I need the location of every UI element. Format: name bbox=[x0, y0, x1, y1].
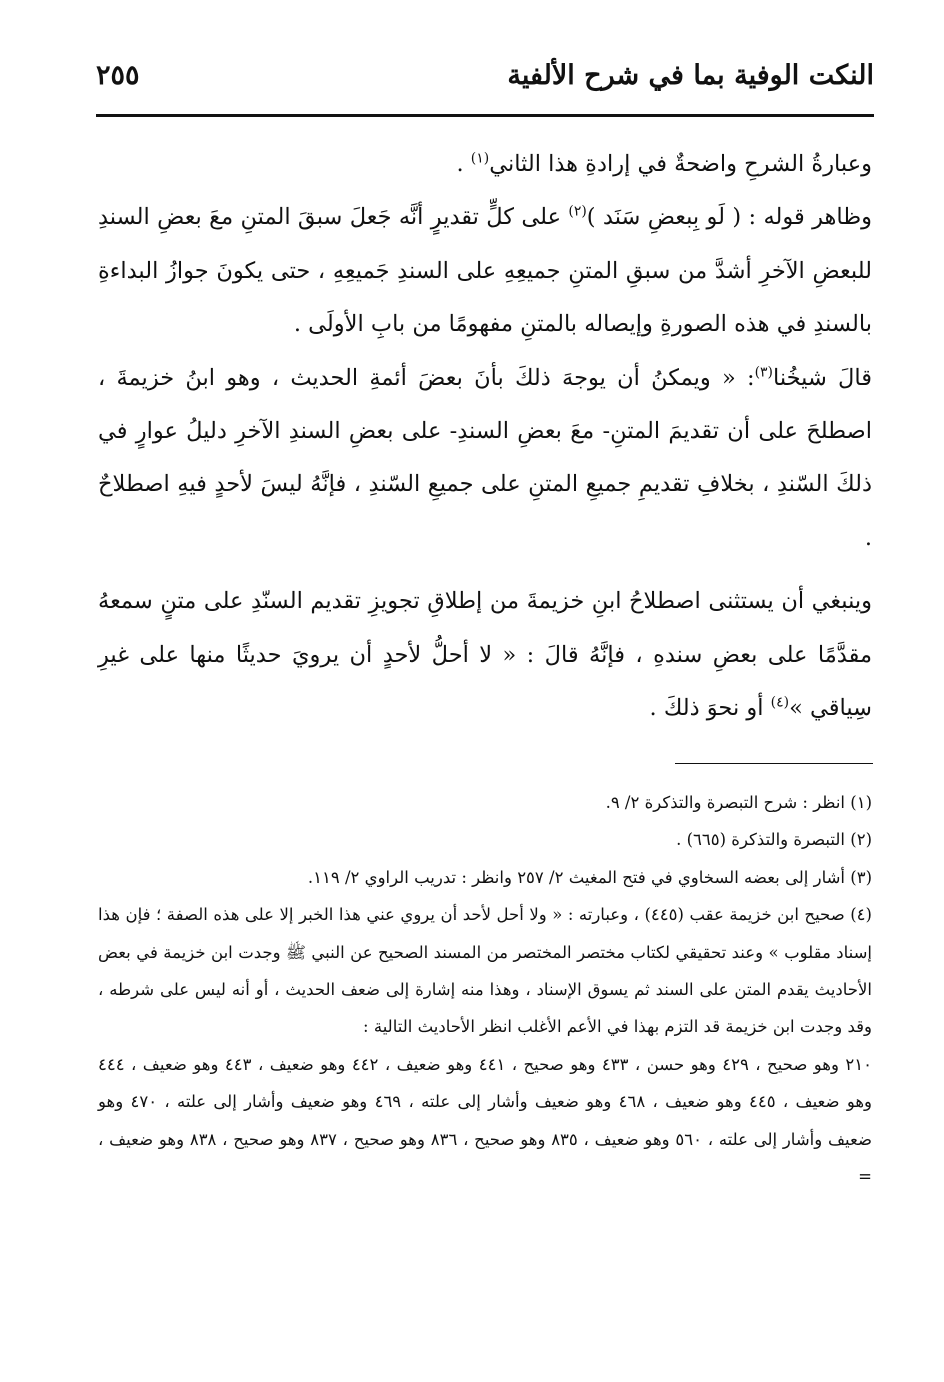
footnote-4-hadith-list: ٢١٠ وهو صحيح ، ٤٢٩ وهو حسن ، ٤٣٣ وهو صحيح ، ٤٤١ وهو ضعيف ، ٤٤٢ وهو ضعيف ، ٤٤٣ وهو ضعيف ، ٤٤٤ وهو ضعيف ، ٤٤٥ وهو ضعيف ، ٤٦٨ وهو ضعيف وأشار إلى علته ، ٤٦٩ وهو ضعيف وأشار إلى علته ، ٤٧٠ وهو ضعيف وأشار إلى علته ، ٥٦٠ وهو ضعيف ، ٨٣٥ وهو صحيح ، ٨٣٦ وهو صحيح ، ٨٣٧ وهو صحيح ، ٨٣٨ وهو ضعيف ، = bbox=[98, 1054, 873, 1187]
paragraph-3-text-b: : « ويمكنُ أن يوجهَ ذلكَ بأنَ بعضَ أئمةِ الحديث ، وهو ابنُ خزيمةَ ، اصطلحَ على أن تقديمَ المتنِ- معَ بعضِ السندِ- على بعضِ السندِ الآخرِ دليلُ عوارٍ في ذلكَ السّندِ ، بخلافِ تقديمِ جميعِ المتنِ على جميعِ السّندِ ، فإنَّهُ ليسَ لأحدٍ فيهِ اصطلاحٌ . bbox=[98, 364, 872, 551]
header-rule bbox=[96, 114, 874, 117]
running-title: النكت الوفية بما في شرح الألفية bbox=[507, 60, 874, 91]
paragraph-1-text: وعبارةُ الشرحِ واضحةٌ في إرادةِ هذا الثاني bbox=[489, 151, 872, 177]
footnote-ref-4: (٤) bbox=[770, 694, 790, 711]
footnote-ref-2: (٢) bbox=[568, 203, 587, 220]
paragraph-2 bbox=[98, 191, 872, 351]
page-number: ٢٥٥ bbox=[96, 60, 140, 91]
paragraph-4 bbox=[98, 575, 872, 735]
paragraph-2-text-b: على كلٍّ تقديرٍ أنَّه جَعلَ سبقَ المتنِ معَ بعضِ السندِ للبعضِ الآخرِ أشدَّ من سبقِ المتنِ جميعِهِ على السندِ جَميعِهِ ، حتى يكونَ جوازُ البداءةِ بالسندِ في هذه الصورةِ وإيصاله بالمتنِ مفهومًا من بابِ الأولَى . bbox=[98, 204, 872, 338]
paragraph-1-end: . bbox=[456, 151, 464, 177]
page-header bbox=[96, 56, 874, 106]
paragraph-3 bbox=[98, 352, 872, 566]
main-text bbox=[98, 138, 872, 735]
footnote-2: (٢) التبصرة والتذكرة (٦٦٥) . bbox=[676, 830, 872, 850]
paragraph-3-text-a: قالَ شيخُنا bbox=[773, 364, 872, 391]
footnote-ref-3: (٣) bbox=[754, 364, 773, 381]
footnotes bbox=[98, 784, 872, 1195]
footnote-ref-1: (١) bbox=[470, 150, 490, 167]
footnote-3: (٣) أشار إلى بعضه السخاوي في فتح المغيث ٢/ ٢٥٧ وانظر : تدريب الراوي ٢/ ١١٩. bbox=[307, 867, 872, 887]
paragraph-2-text-a: وظاهر قوله : ( لَو بِبعضِ سَنَد ) bbox=[586, 204, 873, 231]
footnote-1: (١) انظر : شرح التبصرة والتذكرة ٢/ ٩. bbox=[605, 793, 872, 812]
footnote-separator bbox=[675, 763, 873, 764]
paragraph-4-text-a: وينبغي أن يستثنى اصطلاحُ ابنِ خزيمةَ من إطلاقِ تجويزِ تقديم السنّدِ على متنٍ سمعهُ مقدَّمًا على بعضِ سندهِ ، فإنَّهُ قالَ : « لا أحلُّ لأحدٍ أن يرويَ حديثًا منها على غيرِ سِياقي » bbox=[98, 588, 872, 722]
paragraph-4-text-b: أو نحوَ ذلكَ . bbox=[649, 695, 764, 722]
footnote-4: (٤) صحيح ابن خزيمة عقب (٤٤٥) ، وعبارته : « ولا أحل لأحد أن يروي عني هذا الخبر إلا على هذه الصفة ؛ فإن هذا إسناد مقلوب » وعند تحقيقي لكتاب مختصر المختصر من المسند الصحيح عن النبي ﷺ وجدت ابن خزيمة في بعض الأحاديث يقدم المتن على السند ثم يسوق الإسناد ، وهذا منه إشارة إلى ضعف الحديث ، أو أنه ليس على شرطه ، وقد وجدت ابن خزيمة قد التزم بهذا في الأعم الأغلب انظر الأحاديث التالية : bbox=[98, 905, 872, 1037]
paragraph-1 bbox=[98, 138, 872, 191]
